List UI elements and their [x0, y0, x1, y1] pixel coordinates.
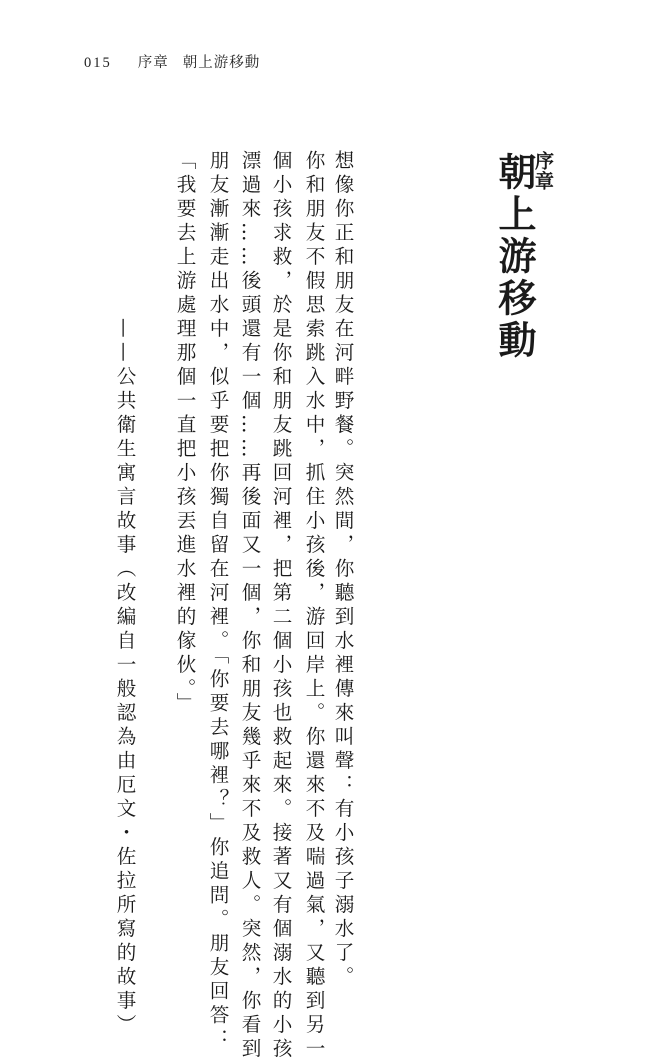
- body-line-5: 朋友漸漸走出水中，似乎要把你獨自留在河裡。「你要去哪裡？」你追問。朋友回答：: [206, 150, 229, 1053]
- body-line-1: 想像你正和朋友在河畔野餐。突然間，你聽到水裡傳來叫聲：有小孩子溺水了。: [331, 150, 354, 990]
- body-line-4: 漂過來……後頭還有一個……再後面又一個，你和朋友幾乎來不及救人。突然，你看到: [238, 150, 261, 1062]
- running-head-section: 序章: [137, 55, 169, 71]
- body-line-6: 「我要去上游處理那個一直把小孩丟進水裡的傢伙。」: [173, 150, 196, 717]
- attribution: ——公共衛生寓言故事（改編自一般認為由厄文・佐拉所寫的故事）: [113, 318, 136, 1038]
- chapter-title: 朝上游移動: [492, 152, 536, 362]
- running-head: [84, 51, 260, 72]
- body-line-3: 個小孩求救，於是你和朋友跳回河裡，把第二個小孩也救起來。接著又有個溺水的小孩: [269, 150, 292, 1062]
- running-head-title: 朝上游移動: [182, 55, 261, 71]
- page-number: 015: [84, 55, 112, 71]
- body-line-2: 你和朋友不假思索跳入水中，抓住小孩後，游回岸上。你還來不及喘過氣，又聽到另一: [302, 150, 325, 1062]
- chapter-label: 序章: [532, 151, 554, 191]
